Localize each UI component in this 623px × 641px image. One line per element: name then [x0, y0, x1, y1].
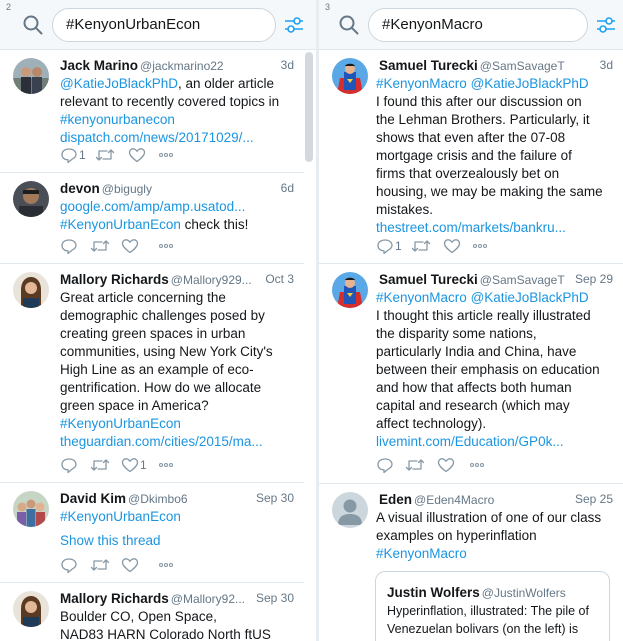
timestamp[interactable]: 3d — [596, 58, 613, 72]
tweet-text-line — [60, 325, 294, 343]
tweet-text-segment: and how that affects both human — [376, 380, 572, 395]
tweet-text-segment: particularly India and China, have — [376, 344, 577, 359]
timestamp[interactable]: Sep 29 — [571, 272, 613, 286]
tweet-text — [60, 198, 294, 234]
author-handle[interactable]: @SamSavageT — [479, 59, 565, 73]
tweet-text-line — [376, 201, 613, 219]
search-input[interactable]: #KenyonUrbanEcon — [52, 8, 276, 42]
tweet-text — [376, 75, 613, 237]
like-button[interactable] — [121, 456, 147, 474]
author-handle[interactable]: @jackmarino22 — [140, 59, 224, 73]
url-link[interactable]: thestreet.com/markets/bankru... — [376, 220, 566, 235]
tweet[interactable] — [0, 583, 304, 641]
url-link[interactable]: livemint.com/Education/GP0k... — [376, 434, 564, 449]
tweet-text-line — [376, 289, 613, 307]
tweet-text-segment: Great article concerning the — [60, 290, 226, 305]
timestamp[interactable]: 6d — [277, 181, 294, 195]
tweet-text-line — [376, 509, 613, 527]
author-name[interactable]: devon — [60, 181, 100, 196]
author-handle[interactable]: @bigugly — [101, 182, 152, 196]
reply-icon — [376, 237, 394, 255]
tweet-text-line — [60, 307, 294, 325]
quoted-author-name[interactable]: Justin Wolfers — [387, 585, 480, 600]
more-dots-icon — [472, 237, 488, 255]
quoted-tweet-text — [387, 602, 607, 638]
tweet-text-segment: mortgage crisis and the failure of — [376, 148, 572, 163]
tweet[interactable] — [0, 50, 304, 173]
author-handle[interactable]: @Eden4Macro — [414, 493, 495, 507]
tweet-text-segment: creating green spaces in urban — [60, 326, 246, 341]
more-dots-icon — [469, 456, 485, 474]
show-thread-link[interactable]: Show this thread — [60, 533, 161, 548]
tweet-text-line — [60, 111, 294, 129]
tweet-text-segment: affect technology). — [376, 416, 487, 431]
tweet-text-line — [376, 147, 613, 165]
column-number: 2 — [6, 2, 12, 12]
reply-button[interactable] — [376, 456, 395, 474]
tweet-text-line — [376, 361, 613, 379]
heart-icon — [121, 556, 139, 574]
tweet-text-line — [376, 527, 613, 545]
retweet-icon — [95, 146, 115, 164]
tweet-text-segment: housing, we may be making the same — [376, 184, 603, 199]
tweet-text-segment: demographic challenges posed by — [60, 308, 265, 323]
author-handle[interactable]: @Dkimbo6 — [128, 492, 188, 506]
tweet-text — [60, 289, 294, 451]
tweet-text-segment: High Line as an example of eco- — [60, 362, 254, 377]
tweet-text-line — [60, 415, 294, 433]
tweet-text-line — [376, 75, 613, 93]
reply-icon — [60, 456, 78, 474]
tweet-text-line — [60, 508, 294, 526]
tweet-text-line — [376, 379, 613, 397]
retweet-button[interactable] — [405, 456, 426, 474]
tweet-text-segment: relevant to recently covered topics in — [60, 94, 280, 109]
avatar[interactable] — [13, 272, 49, 308]
quoted-tweet[interactable] — [375, 571, 610, 641]
tweet-text-line — [376, 219, 613, 237]
tweet-text — [376, 509, 613, 563]
url-link[interactable]: google.com/amp/amp.usatod... — [60, 199, 246, 214]
like-button[interactable] — [128, 146, 147, 164]
tweet[interactable] — [0, 173, 304, 264]
reply-count: 1 — [79, 148, 86, 162]
heart-icon — [443, 237, 461, 255]
tweet-text-segment: the Lehman Brothers. Particularly, it — [376, 112, 590, 127]
more-dots-icon — [158, 456, 174, 474]
like-button[interactable] — [443, 237, 462, 255]
tweet-text-segment: shows that even after the 07-08 — [376, 130, 566, 145]
tweet-text-segment: , an older article — [178, 76, 275, 91]
avatar[interactable] — [332, 58, 368, 94]
retweet-button[interactable] — [95, 146, 116, 164]
more-button[interactable] — [158, 146, 174, 164]
column-header — [319, 0, 623, 50]
reply-icon — [60, 146, 78, 164]
retweet-icon — [90, 456, 110, 474]
search-icon[interactable] — [22, 14, 44, 36]
tweet-text-line — [60, 343, 294, 361]
more-button[interactable] — [472, 237, 488, 255]
tweet-text-line — [60, 198, 294, 216]
avatar[interactable] — [13, 491, 49, 527]
tweet-text-line — [376, 433, 613, 451]
reply-icon — [60, 237, 78, 255]
tweet[interactable] — [0, 264, 304, 483]
url-link[interactable]: theguardian.com/cities/2015/ma... — [60, 434, 263, 449]
tweet-text-line — [376, 307, 613, 325]
more-button[interactable] — [158, 456, 174, 474]
tweet-text — [60, 608, 294, 641]
hashtag-link[interactable]: #KenyonUrbanEcon — [60, 509, 181, 524]
tweet-text-line — [60, 289, 294, 307]
column-kenyon-macro — [319, 0, 623, 641]
column-number: 3 — [325, 2, 331, 12]
heart-icon — [121, 237, 139, 255]
more-button[interactable] — [158, 237, 174, 255]
heart-icon — [121, 456, 139, 474]
mention-link[interactable]: @KatieJoBlackPhD — [60, 76, 179, 91]
author-name[interactable]: Mallory Richards — [60, 591, 169, 606]
tweet[interactable] — [319, 264, 623, 484]
author-handle[interactable]: @SamSavageT — [479, 273, 565, 287]
author-name[interactable]: Samuel Turecki — [379, 272, 478, 287]
more-button[interactable] — [158, 556, 174, 574]
search-input[interactable]: #KenyonMacro — [368, 8, 588, 42]
avatar[interactable] — [332, 272, 368, 308]
more-button[interactable] — [469, 456, 485, 474]
timestamp[interactable]: 3d — [277, 58, 294, 72]
like-count: 1 — [140, 458, 147, 472]
tweet-text-line — [376, 93, 613, 111]
column-header — [0, 0, 316, 50]
quoted-text-line: Venezuelan bolivars (on the left) is — [387, 622, 579, 636]
reply-button[interactable] — [60, 237, 79, 255]
more-dots-icon — [158, 146, 174, 164]
author-handle[interactable]: @Mallory92... — [170, 592, 245, 606]
retweet-icon — [90, 237, 110, 255]
author-name[interactable]: Eden — [379, 492, 413, 507]
tweet-text-line — [60, 626, 294, 641]
more-dots-icon — [158, 237, 174, 255]
tweet-text-line — [376, 415, 613, 433]
tweet-text-line — [60, 361, 294, 379]
tweet[interactable] — [0, 483, 304, 583]
column-scrollbar[interactable] — [305, 52, 313, 162]
author-name[interactable]: Mallory Richards — [60, 272, 169, 287]
avatar[interactable] — [13, 58, 49, 94]
url-link[interactable]: dispatch.com/news/20171029/... — [60, 130, 254, 145]
tweet-text — [60, 508, 294, 526]
filter-sliders-icon[interactable] — [283, 14, 305, 36]
timestamp[interactable]: Sep 30 — [252, 491, 294, 505]
tweet-text-line — [60, 379, 294, 397]
reply-button[interactable] — [60, 146, 86, 164]
hashtag-link[interactable]: #KenyonMacro — [376, 546, 467, 561]
tweet-text-line — [376, 111, 613, 129]
retweet-button[interactable] — [90, 237, 111, 255]
tweet-text-segment: NAD83 HARN Colorado North ftUS — [60, 627, 271, 641]
author-handle[interactable]: @Mallory929... — [170, 273, 252, 287]
author-name[interactable]: Jack Marino — [60, 58, 139, 73]
tweet-text-line — [376, 129, 613, 147]
quoted-text-line: Hyperinflation, illustrated: The pile of — [387, 604, 589, 618]
tweet-text-line — [376, 397, 613, 415]
avatar[interactable] — [13, 181, 49, 217]
tweet-text-line — [60, 216, 294, 234]
tweet-text-line — [376, 343, 613, 361]
tweet-text-segment: the disparity some nations, — [376, 326, 537, 341]
retweet-button[interactable] — [90, 456, 111, 474]
reply-icon — [60, 556, 78, 574]
retweet-icon — [90, 556, 110, 574]
tweet-text — [376, 289, 613, 451]
tweet-text-line — [60, 397, 294, 415]
tweet-text-segment: Boulder CO, Open Space, — [60, 609, 217, 624]
tweet-text-segment: A visual illustration of one of our class — [376, 510, 602, 525]
tweet-text-line — [60, 433, 294, 451]
quoted-author-handle[interactable]: @JustinWolfers — [481, 586, 566, 600]
hashtag-link[interactable]: #kenyonurbanecon — [60, 112, 175, 127]
tweet-text-segment: I thought this article really illustrated — [376, 308, 591, 323]
timestamp[interactable]: Sep 30 — [252, 591, 294, 605]
tweet[interactable] — [319, 50, 623, 264]
hashtag-link[interactable]: #KenyonUrbanEcon — [60, 416, 181, 431]
tweet-text-segment: green space in America? — [60, 398, 209, 413]
timestamp[interactable]: Oct 3 — [261, 272, 294, 286]
more-dots-icon — [158, 556, 174, 574]
tweet-text-segment: examples on hyperinflation — [376, 528, 537, 543]
like-button[interactable] — [121, 237, 140, 255]
avatar[interactable] — [13, 591, 49, 627]
tweet-text-segment: mistakes. — [376, 202, 434, 217]
tweet-text-line — [376, 165, 613, 183]
mention-link[interactable]: @KatieJoBlackPhD — [470, 76, 589, 91]
filter-sliders-icon[interactable] — [595, 14, 617, 36]
tweet-text-line — [60, 129, 294, 147]
tweet-text-line — [60, 608, 294, 626]
retweet-icon — [411, 237, 431, 255]
search-icon[interactable] — [338, 14, 360, 36]
mention-link[interactable]: @KatieJoBlackPhD — [470, 290, 589, 305]
tweet-text-line — [376, 183, 613, 201]
tweet-text-segment: check this! — [180, 217, 249, 232]
tweet-text-segment: firms that overzealously bet on — [376, 166, 560, 181]
reply-count: 1 — [395, 239, 402, 253]
tweet-text-line — [60, 75, 294, 93]
author-name[interactable]: Samuel Turecki — [379, 58, 478, 73]
like-button[interactable] — [437, 456, 456, 474]
tweet-text-segment: between their emphasis on education — [376, 362, 600, 377]
tweet-text — [60, 75, 294, 147]
hashtag-link[interactable]: #KenyonMacro — [376, 290, 467, 305]
tweet-text-segment: I found this after our discussion on — [376, 94, 582, 109]
avatar[interactable] — [332, 492, 368, 528]
tweet-text-segment: gentrification. How do we allocate — [60, 380, 262, 395]
reply-button[interactable] — [60, 456, 79, 474]
tweet-text-segment: capital and research (which may — [376, 398, 570, 413]
reply-button[interactable] — [376, 237, 402, 255]
heart-icon — [128, 146, 146, 164]
tweet-text-line — [60, 93, 294, 111]
hashtag-link[interactable]: #KenyonUrbanEcon — [60, 217, 181, 232]
like-button[interactable] — [121, 556, 140, 574]
retweet-button[interactable] — [411, 237, 432, 255]
author-name[interactable]: David Kim — [60, 491, 127, 506]
hashtag-link[interactable]: #KenyonMacro — [376, 76, 467, 91]
reply-button[interactable] — [60, 556, 79, 574]
tweet-text-line — [376, 545, 613, 563]
tweet-text-line — [376, 325, 613, 343]
reply-icon — [376, 456, 394, 474]
retweet-button[interactable] — [90, 556, 111, 574]
retweet-icon — [405, 456, 425, 474]
tweet-text-segment: communities, using New York City's — [60, 344, 273, 359]
heart-icon — [437, 456, 455, 474]
timestamp[interactable]: Sep 25 — [571, 492, 613, 506]
